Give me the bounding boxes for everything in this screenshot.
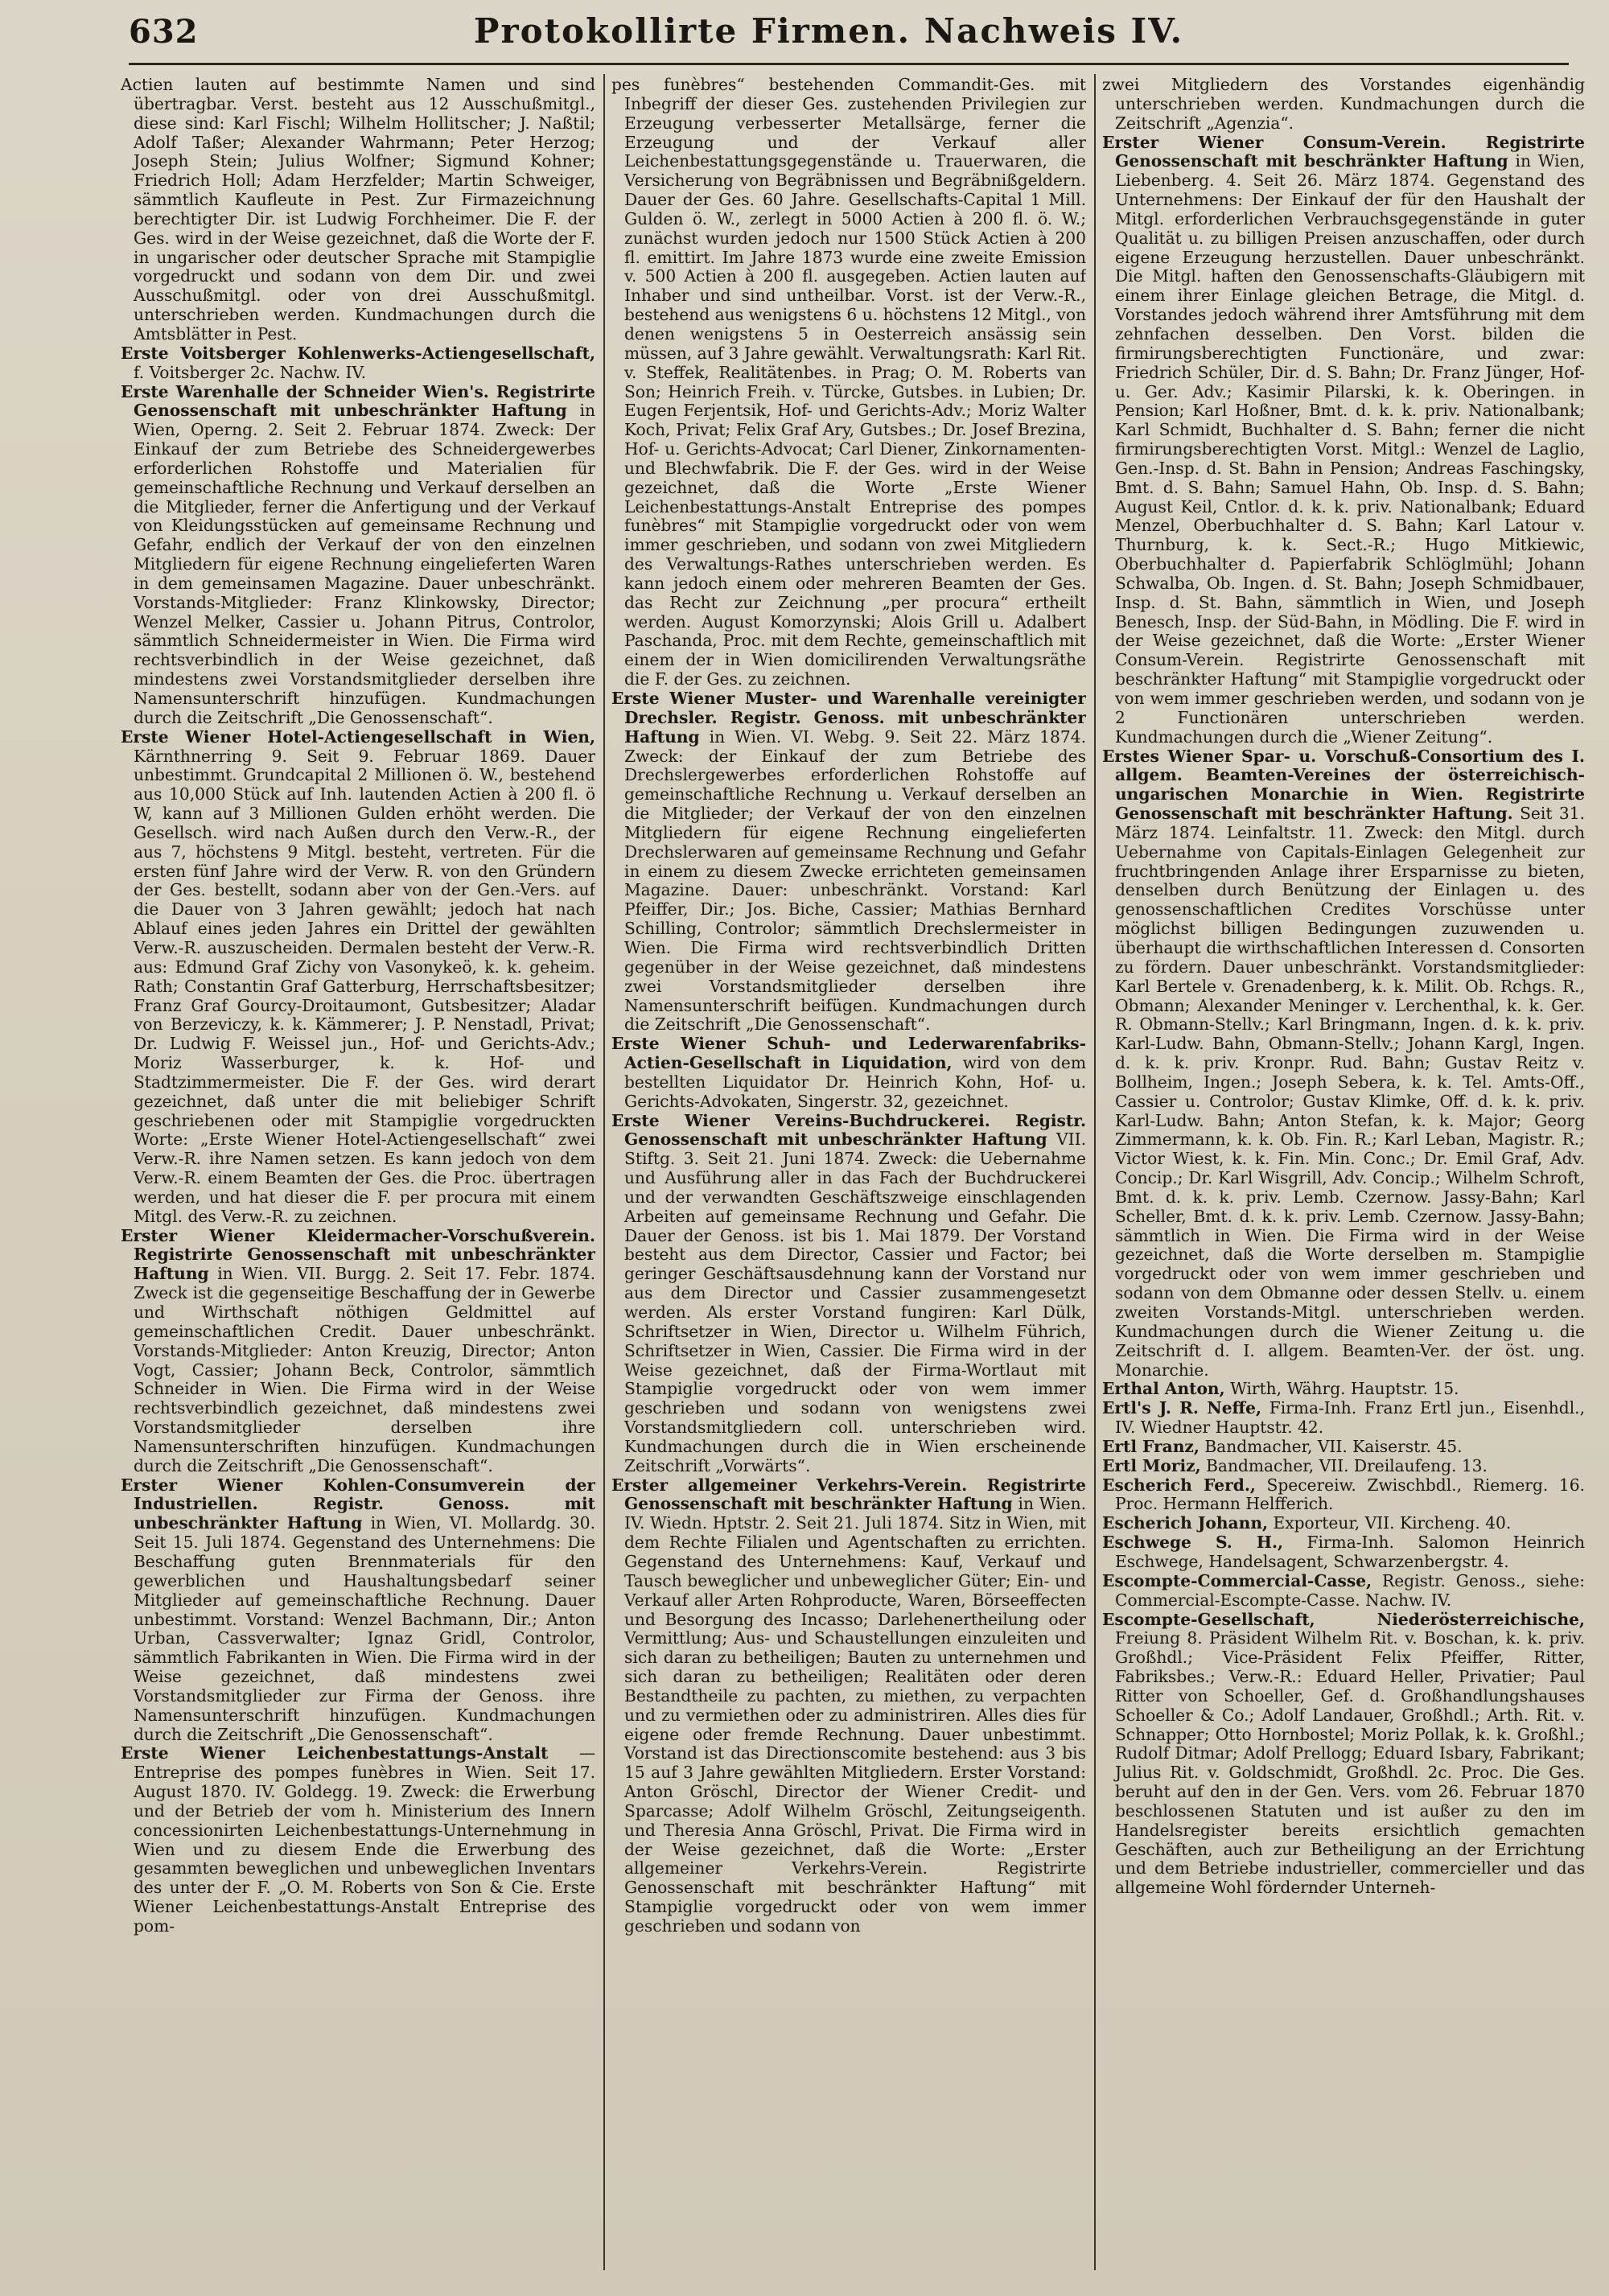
register-entry [1102, 1476, 1585, 1515]
entry-text: in Wien, Operng. 2. Seit 2. Februar 1874. Zweck: Der Einkauf der zum Betriebe des Schneidergewerbes erforderlichen Rohstoffe und Materialien für gemeinschaftliche Rechnung und Verkauf derselben an die Mitglieder, ferner die Anfertigung und der Verkauf von Kleidungsstücken auf gemeinsame Rechnung und Gefahr, endlich der Verkauf der von den einzelnen Mitgliedern für eigene Rechnung eingelieferten Waren in dem gemeinsamen Magazine. Dauer unbeschränkt. Vorstands-Mitglieder: Franz Klinkowsky, Director; Wenzel Melker, Cassier u. Johann Pitrus, Controlor, sämmtlich Schneidermeister in Wien. Die Firma wird rechtsverbindlich in der Weise gezeichnet, daß mindestens zwei Vorstandsmitglieder derselben ihre Namensunterschrift hinzufügen. Kundmachungen durch die Zeitschrift „Die Genossenschaft“. [134, 401, 595, 727]
entry-text: Firma-Inh. Franz Ertl jun., Eisenhdl., IV. Wiedner Hauptstr. 42. [1115, 1398, 1585, 1438]
register-entry [1102, 747, 1585, 1380]
register-entry [1102, 1457, 1585, 1476]
column-divider [1094, 74, 1096, 2270]
entry-text: in Wien, VI. Mollardg. 30. Seit 15. Juli 1874. Gegenstand des Unternehmens: Die Beschaffung guten Brennmaterials für den gewerblichen und Haushaltungsbedarf seiner Mitglieder auf gemeinschaftliche Rechnung. Dauer unbestimmt. Vorstand: Wenzel Bachmann, Dir.; Anton Urban, Cassverwalter; Ignaz Gridl, Controlor, sämmtlich Fabrikanten in Wien. Die Firma wird in der Weise gezeichnet, daß mindestens zwei Vorstandsmitglieder zur Firma der Genoss. ihre Namensunterschrift hinzufügen. Kundmachungen durch die Zeitschrift „Die Genossenschaft“. [134, 1513, 595, 1744]
entry-text: in Wien, Liebenberg. 4. Seit 26. März 1874. Gegenstand des Unternehmens: Der Einkauf der für den Haushalt der Mitgl. erforderlichen Verbrauchsgegenstände in guter Qualität u. zu billigen Preisen anzuschaffen, oder durch eigene Erzeugung herzustellen. Dauer unbeschränkt. Die Mitgl. haften den Genossenschafts-Gläubigern mit einem ihrer Einlage gleichen Betrage, die Mitgl. d. Vorstandes jedoch während ihrer Amtsführung mit dem zehnfachen desselben. Den Vorst. bilden die firmirungsberechtigten Functionäre, und zwar: Friedrich Schüler, Dir. d. S. Bahn; Dr. Franz Jünger, Hof- u. Ger. Adv.; Kasimir Pilarski, k. k. Oberingen. in Pension; Karl Hoßner, Bmt. d. k. k. priv. Nationalbank; Karl Schmidt, Buchhalter d. S. Bahn; ferner die nicht firmirungsberechtigten Vorst. Mitgl.: Wenzel de Laglio, Gen.-Insp. d. St. Bahn in Pension; Andreas Faschingsky, Bmt. d. S. Bahn; Samuel Hahn, Ob. Insp. d. S. Bahn; August Keil, Cntlor. d. k. k. priv. Nationalbank; Eduard Menzel, Oberbuchhalter d. S. Bahn; Karl Latour v. Thurnburg, k. k. Sect.-R.; Hugo Mitkiewic, Oberbuchhalter d. Papierfabrik Schlöglmühl; Johann Schwalba, Ob. Ingen. d. St. Bahn; Joseph Schmidbauer, Insp. d. St. Bahn, sämmtlich in Wien, und Joseph Benesch, Insp. der Süd-Bahn, in Mödling. Die F. wird in der Weise gezeichnet, daß die Worte: „Erster Wiener Consum-Verein. Registrirte Genossenschaft mit beschränkter Haftung“ mit Stampiglie vorgedruckt oder von wem immer geschrieben werden, und sodann von je 2 Functionären unterschrieben werden. Kundmachungen durch die „Wiener Zeitung“. [1115, 151, 1585, 747]
register-entry [1102, 1438, 1585, 1457]
register-entry [121, 76, 595, 344]
entry-text: in Wien. VII. Burgg. 2. Seit 17. Febr. 1874. Zweck ist die gegenseitige Beschaffung der in Gewerbe und Wirthschaft nöthigen Geldmittel auf gemeinschaftlichen Credit. Dauer unbeschränkt. Vorstands-Mitglieder: Anton Kreuzig, Director; Anton Vogt, Cassier; Johann Beck, Controlor, sämmtlich Schneider in Wien. Die Firma wird in der Weise rechtsverbindlich gezeichnet, daß mindestens zwei Vorstandsmitglieder derselben ihre Namensunterschriften hinzufügen. Kundmachungen durch die Zeitschrift „Die Genossenschaft“. [134, 1264, 595, 1475]
column-divider [603, 74, 605, 2270]
register-entry [1102, 1611, 1585, 1899]
page-header [80, 8, 1577, 58]
entry-firm-name: Erste Wiener Leichenbestattungs-Anstalt [121, 1743, 549, 1763]
entry-firm-name: Erthal Anton, [1102, 1379, 1225, 1399]
register-entry [121, 1227, 595, 1476]
entry-text: VII. Stiftg. 3. Seit 21. Juni 1874. Zweck: die Uebernahme und Ausführung aller in das Fach der Buchdruckerei und der verwandten Geschäftszweige einschlagenden Arbeiten auf gemeinsame Rechnung und Gefahr. Die Dauer der Genoss. ist bis 1. Mai 1879. Der Vorstand besteht aus dem Director, Cassier und Factor; bei geringer Geschäftsausdehnung kann der Vorstand nur aus dem Director und Cassier zusammengesetzt werden. Als erster Vorstand fungiren: Karl Dülk, Schriftsetzer in Wien, Director u. Wilhelm Führich, Schriftsetzer in Wien, Cassier. Die Firma wird in der Weise gezeichnet, daß der Firma-Wortlaut mit Stampiglie vorgedruckt oder von wem immer geschrieben und sodann von wenigstens zwei Vorstandsmitgliedern coll. unterschrieben wird. Kundmachungen durch die in Wien erscheinende Zeitschrift „Vorwärts“. [624, 1129, 1086, 1475]
entry-text: wird von dem bestellten Liquidator Dr. Heinrich Kohn, Hof- u. Gerichts-Advokaten, Singerstr. 32, gezeichnet. [624, 1053, 1086, 1111]
entry-firm-name: Erste Wiener Muster- und Warenhalle vereinigter Drechsler. Registr. Genoss. mit unbeschränkter Haftung [611, 689, 1086, 747]
register-entry [611, 689, 1086, 1035]
entry-text: Bandmacher, VII. Kaiserstr. 45. [1204, 1436, 1463, 1456]
entry-firm-name: Escherich Ferd., [1102, 1475, 1256, 1495]
entry-text: Actien lauten auf bestimmte Namen und sind übertragbar. Verst. besteht aus 12 Ausschußmitgl., diese sind: Karl Fischl; Wilhelm Hollitscher; J. Naßtil; Adolf Taßer; Alexander Wahrmann; Peter Herzog; Joseph Stein; Julius Wolfner; Sigmund Kohner; Friedrich Holl; Adam Herzfelder; Martin Schweiger, sämmtlich Kaufleute in Pest. Zur Firmazeichnung berechtigter Dir. ist Ludwig Forchheimer. Die F. der Ges. wird in der Weise gezeichnet, daß die Worte der F. in ungarischer oder deutscher Sprache mit Stampiglie vorgedruckt und sodann von dem Dir. und zwei Ausschußmitgl. oder von drei Ausschußmitgl. unterschrieben werden. Kundmachungen durch die Amtsblätter in Pest. [121, 76, 595, 344]
register-entry [1102, 1399, 1585, 1438]
entry-text: Registr. Genoss., siehe: Commercial-Escompte-Casse. Nachw. IV. [1115, 1570, 1585, 1610]
register-entry [1102, 76, 1585, 134]
page-number: 632 [129, 13, 199, 51]
register-entry [611, 1035, 1086, 1111]
entry-firm-name: Erster Wiener Consum-Verein. Registrirte Genossenschaft mit beschränkter Haftung [1102, 132, 1585, 171]
entry-firm-name: Erster allgemeiner Verkehrs-Verein. Registrirte Genossenschaft mit beschränkter Haftung [611, 1475, 1086, 1514]
entry-text: Exporteur, VII. Kircheng. 40. [1273, 1513, 1512, 1533]
register-entry [1102, 1533, 1585, 1572]
entry-firm-name: Erstes Wiener Spar- u. Vorschuß-Consortium des I. allgem. Beamten-Vereines der österreichisch-ungarischen Monarchie in Wien. Registrirte Genossenschaft mit beschränkter Haftung. [1102, 746, 1585, 824]
header-rule [129, 63, 1569, 65]
entry-text: in Wien. IV. Wiedn. Hptstr. 2. Seit 21. Juli 1874. Sitz in Wien, mit dem Rechte Filialen und Agentschaften zu errichten. Gegenstand des Unternehmens: Kauf, Verkauf und Tausch beweglicher und unbeweglicher Güter; Ein- und Verkauf aller Arten Rohproducte, Waren, Börseeffecten und Besorgung des Incasso; Darlehenertheilung oder Vermittlung; Aus- und Schaustellungen einzuleiten und sich daran zu betheiligen; Bauten zu unternehmen und sich daran zu betheiligen; Realitäten oder deren Bestandtheile zu pachten, zu miethen, zu verpachten und zu vermiethen oder zu administriren. Alles dies für eigene oder fremde Rechnung. Dauer unbestimmt. Vorstand ist das Directionscomite bestehend: aus 3 bis 15 auf 3 Jahre gewählten Mitgliedern. Erster Vorstand: Anton Gröschl, Director der Wiener Credit- und Sparcasse; Adolf Wilhelm Gröschl, Zeitungseigenth. und Theresia Anna Gröschl, Privat. Die Firma wird in der Weise gezeichnet, daß die Worte: „Erster allgemeiner Verkehrs-Verein. Registrirte Genossenschaft mit beschränkter Haftung“ mit Stampiglie vorgedruckt oder von wem immer geschrieben und sodann von [624, 1494, 1086, 1936]
entry-text: pes funèbres“ bestehenden Commandit-Ges. mit Inbegriff der dieser Ges. zustehenden Privilegien zur Erzeugung verbesserter Metallsärge, ferner die Erzeugung und der Verkauf aller Leichenbestattungsgegenstände u. Trauerwaren, die Versicherung von Begräbnissen und Begräbnißgeldern. Dauer der Ges. 60 Jahre. Gesellschafts-Capital 1 Mill. Gulden ö. W., zerlegt in 5000 Actien à 200 fl. ö. W.; zunächst wurden jedoch nur 1500 Stück Actien à 200 fl. emittirt. Im Jahre 1873 wurde eine zweite Emission v. 500 Actien à 200 fl. ausgegeben. Actien lauten auf Inhaber und sind untheilbar. Vorst. ist der Verw.-R., bestehend aus wenigstens 6 u. höchstens 12 Mitgl., von denen wenigstens 5 in Oesterreich ansässig sein müssen, auf 3 Jahre gewählt. Verwaltungsrath: Karl Rit. v. Steffek, Realitätenbes. in Prag; O. M. Roberts van Son; Heinrich Freih. v. Türcke, Gutsbes. in Lubien; Dr. Eugen Ferjentsik, Hof- und Gerichts-Adv.; Moriz Walter Koch, Privat; Felix Graf Ary, Gutsbes.; Dr. Josef Brezina, Hof- u. Gerichts-Advocat; Carl Diener, Zinkornamenten- und Blechwfabrik. Die F. der Ges. wird in der Weise gezeichnet, daß die Worte „Erste Wiener Leichenbestattungs-Anstalt Entreprise des pompes funèbres“ mit Stampiglie vorgedruckt oder von wem immer geschrieben, und sodann von zwei Mitgliedern des Verwaltungs-Rathes unterschrieben werden. Es kann jedoch einem oder mehreren Beamten der Ges. das Recht zur Zeichnung „per procura“ ertheilt werden. August Komorzynski; Alois Grill u. Adalbert Paschanda, Proc. mit dem Rechte, gemeinschaftlich mit einem der in Wien domicilirenden Verwaltungsräthe die F. der Ges. zu zeichnen. [611, 76, 1086, 689]
entry-firm-name: Escompte-Gesellschaft, Niederösterreichische, [1102, 1609, 1585, 1629]
entry-firm-name: Erste Wiener Schuh- und Lederwarenfabriks-Actien-Gesellschaft in Liquidation, [611, 1034, 1086, 1073]
register-entry [611, 1476, 1086, 1936]
entry-firm-name: Escherich Johann, [1102, 1513, 1269, 1533]
running-head-title: Protokollirte Firmen. Nachweis IV. [473, 11, 1184, 51]
entry-text: Specereiw. Zwischbdl., Riemerg. 16. Proc. Hermann Helfferich. [1115, 1475, 1585, 1514]
entry-firm-name: Escompte-Commercial-Casse, [1102, 1570, 1372, 1590]
register-entry [121, 383, 595, 728]
entry-firm-name: Ertl's J. R. Neffe, [1102, 1398, 1261, 1418]
entry-firm-name: Erster Wiener Kleidermacher-Vorschußverein. Registrirte Genossenschaft mit unbeschränkter Haftung [121, 1225, 595, 1284]
entry-text: Seit 31. März 1874. Leinfaltstr. 11. Zweck: den Mitgl. durch Uebernahme von Capitals-Einlagen Gelegenheit zur fruchtbringenden Anlage ihrer Ersparnisse zu bieten, denselben durch Benützung der Einlagen u. des genossenschaftlichen Credites Vorschüsse unter möglichst billigen Bedingungen zuzuwenden u. überhaupt die wirthschaftlichen Interessen d. Consorten zu fördern. Dauer unbeschränkt. Vorstandsmitglieder: Karl Bertele v. Grenadenberg, k. k. Milit. Ob. Rchgs. R., Obmann; Alexander Meninger v. Lerchenthal, k. k. Ger. R. Obmann-Stellv.; Karl Bringmann, Ingen. d. k. k. priv. Karl-Ludw. Bahn, Obmann-Stellv.; Johann Kargl, Ingen. d. k. k. priv. Kronpr. Rud. Bahn; Gustav Reitz v. Bollheim, Ingen.; Joseph Sebera, k. k. Tel. Amts-Off., Cassier u. Controlor; Gustav Klimke, Off. d. k. k. priv. Karl-Ludw. Bahn; Anton Stefan, k. k. Major; Georg Zimmermann, k. k. Ob. Fin. R.; Karl Leban, Magistr. R.; Victor Wiest, k. k. Fin. Min. Conc.; Dr. Emil Graf, Adv. Concip.; Dr. Karl Wisgrill, Adv. Concip.; Wilhelm Schroft, Bmt. d. k. k. priv. Lemb. Czernow. Jassy-Bahn; Karl Scheller, Bmt. d. k. k. priv. Lemb. Czernow. Jassy-Bahn; sämmtlich in Wien. Die Firma wird in der Weise gezeichnet, daß die Worte derselben m. Stampiglie vorgedruckt oder von wem immer geschrieben und sodann von dem Obmanne oder dessen Stellv. u. einem zweiten Vorstands-Mitgl. unterschrieben werden. Kundmachungen durch die Wiener Zeitung u. die Zeitschrift d. I. allgem. Beamten-Ver. der öst. ung. Monarchie. [1115, 804, 1585, 1380]
entry-text: zwei Mitgliedern des Vorstandes eigenhändig unterschrieben werden. Kundmachungen durch die Zeitschrift „Agenzia“. [1102, 76, 1585, 133]
register-entry [121, 1476, 595, 1745]
register-entry [1102, 134, 1585, 747]
register-entry [121, 344, 595, 383]
entry-text: Kärnthnerring 9. Seit 9. Februar 1869. Dauer unbestimmt. Grundcapital 2 Millionen ö. W., bestehend aus 10,000 Stück auf Inh. lautenden Actien à 200 fl. ö W, kann auf 3 Millionen Gulden erhöht werden. Die Gesellsch. wird nach Außen durch den Verw.-R., der aus 7, höchstens 9 Mitgl. besteht, vertreten. Für die ersten fünf Jahre wird der Verw. R. von den Gründern der Ges. bestellt, sodann aber von der Gen.-Vers. auf die Dauer von 3 Jahren gewählt; jedoch hat nach Ablauf eines jeden Jahres ein Drittel der gewählten Verw.-R. auszuscheiden. Dermalen besteht der Verw.-R. aus: Edmund Graf Zichy von Vasonykeö, k. k. geheim. Rath; Constantin Graf Gatterburg, Herrschaftsbesitzer; Franz Graf Gourcy-Droitaumont, Gutsbesitzer; Aladar von Berzeviczy, k. k. Kämmerer; J. P. Nenstadl, Privat; Dr. Ludwig F. Weissel jun., Hof- und Gerichts-Adv.; Moriz Wasserburger, k. k. Hof- und Stadtzimmermeister. Die F. der Ges. wird derart gezeichnet, daß unter die mit beliebiger Schrift geschriebenen oder mit Stampiglie vorgedruckten Worte: „Erste Wiener Hotel-Actiengesellschaft“ zwei Verw.-R. ihre Namen setzen. Es kann jedoch von dem Verw.-R. einem Beamten der Ges. die Proc. übertragen werden, und hat dieser die F. per procura mit einem Mitgl. des Verw.-R. zu zeichnen. [134, 746, 595, 1226]
column-3 [1102, 76, 1585, 2272]
entry-firm-name: Erste Voitsberger Kohlenwerks-Actiengesellschaft, [121, 343, 595, 363]
entry-firm-name: Erste Wiener Hotel-Actiengesellschaft in Wien, [121, 726, 595, 747]
entry-text: Bandmacher, VII. Dreilaufeng. 13. [1206, 1455, 1488, 1475]
entry-text: in Wien. VI. Webg. 9. Seit 22. März 1874. Zweck: der Einkauf der zum Betriebe des Drechslergewerbes erforderlichen Rohstoffe auf gemeinschaftliche Rechnung u. Verkauf derselben an die Mitglieder; der Verkauf der von den einzelnen Mitgliedern für eigene Rechnung eingelieferten Drechslerwaren auf gemeinsame Rechnung und Gefahr in einem zu diesem Zwecke errichteten gemeinsamen Magazine. Dauer: unbeschränkt. Vorstand: Karl Pfeiffer, Dir.; Jos. Biche, Cassier; Mathias Bernhard Schilling, Controlor; sämmtlich Drechslermeister in Wien. Die Firma wird rechtsverbindlich Dritten gegenüber in der Weise gezeichnet, daß mindestens zwei Vorstandsmitglieder derselben ihre Namensunterschrift beifügen. Kundmachungen durch die Zeitschrift „Die Genossenschaft“. [624, 726, 1086, 1035]
entry-text: Wirth, Währg. Hauptstr. 15. [1230, 1379, 1459, 1399]
register-entry [1102, 1572, 1585, 1611]
register-entry [611, 1112, 1086, 1476]
register-entry [1102, 1514, 1585, 1533]
entry-firm-name: Ertl Moriz, [1102, 1455, 1201, 1475]
entry-firm-name: Eschwege S. H., [1102, 1533, 1283, 1553]
entry-firm-name: Erste Warenhalle der Schneider Wien's. Registrirte Genossenschaft mit unbeschränkter Haftung [121, 381, 595, 421]
column-1 [121, 76, 595, 2272]
register-entry [611, 76, 1086, 689]
register-entry [121, 1744, 595, 1936]
entry-text: f. Voitsberger 2c. Nachw. IV. [134, 362, 366, 382]
entry-firm-name: Erste Wiener Vereins-Buchdruckerei. Registr. Genossenschaft mit unbeschränkter Haftung [611, 1110, 1086, 1150]
column-2 [611, 76, 1086, 2272]
register-entry [1102, 1380, 1585, 1399]
entry-firm-name: Ertl Franz, [1102, 1436, 1200, 1456]
entry-text: Freiung 8. Präsident Wilhelm Rit. v. Boschan, k. k. priv. Großhdl.; Vice-Präsident Felix Pfeiffer, Ritter, Fabriksbes.; Verw.-R.: Eduard Heller, Privatier; Paul Ritter von Schoeller, Gef. d. Großhandlungshauses Schoeller & Co.; Adolf Landauer, Großhdl.; Arth. Rit. v. Schnapper; Otto Hornbostel; Moriz Pollak, k. k. Großhl.; Rudolf Ditmar; Adolf Prellogg; Eduard Isbary, Fabrikant; Julius Rit. v. Goldschmidt, Großhdl. 2c. Proc. Die Ges. beruht auf den in der Gen. Vers. vom 26. Februar 1870 beschlossenen Statuten und ist außer zu den im Handelsregister bereits ersichtlich gemachten Geschäften, auch zur Betheiligung an der Errichtung und dem Betriebe industrieller, commercieller und das allgemeine Wohl fördernder Unterneh- [1115, 1628, 1585, 1898]
register-entry [121, 728, 595, 1227]
entry-text: — Entreprise des pompes funèbres in Wien. Seit 17. August 1870. IV. Goldegg. 19. Zweck: die Erwerbung und der Betrieb der vom h. Ministerium des Innern concessionirten Leichenbestattungs-Unternehmung in Wien und zu diesem Ende die Erwerbung des gesammten beweglichen und unbeweglichen Inventars des unter der F. „O. M. Roberts von Son & Cie. Erste Wiener Leichenbestattungs-Anstalt Entreprise des pom- [134, 1743, 595, 1936]
entry-text: Firma-Inh. Salomon Heinrich Eschwege, Handelsagent, Schwarzenbergstr. 4. [1115, 1533, 1585, 1571]
entry-firm-name: Erster Wiener Kohlen-Consumverein der Industriellen. Registr. Genoss. mit unbeschränkter Haftung [121, 1475, 595, 1533]
